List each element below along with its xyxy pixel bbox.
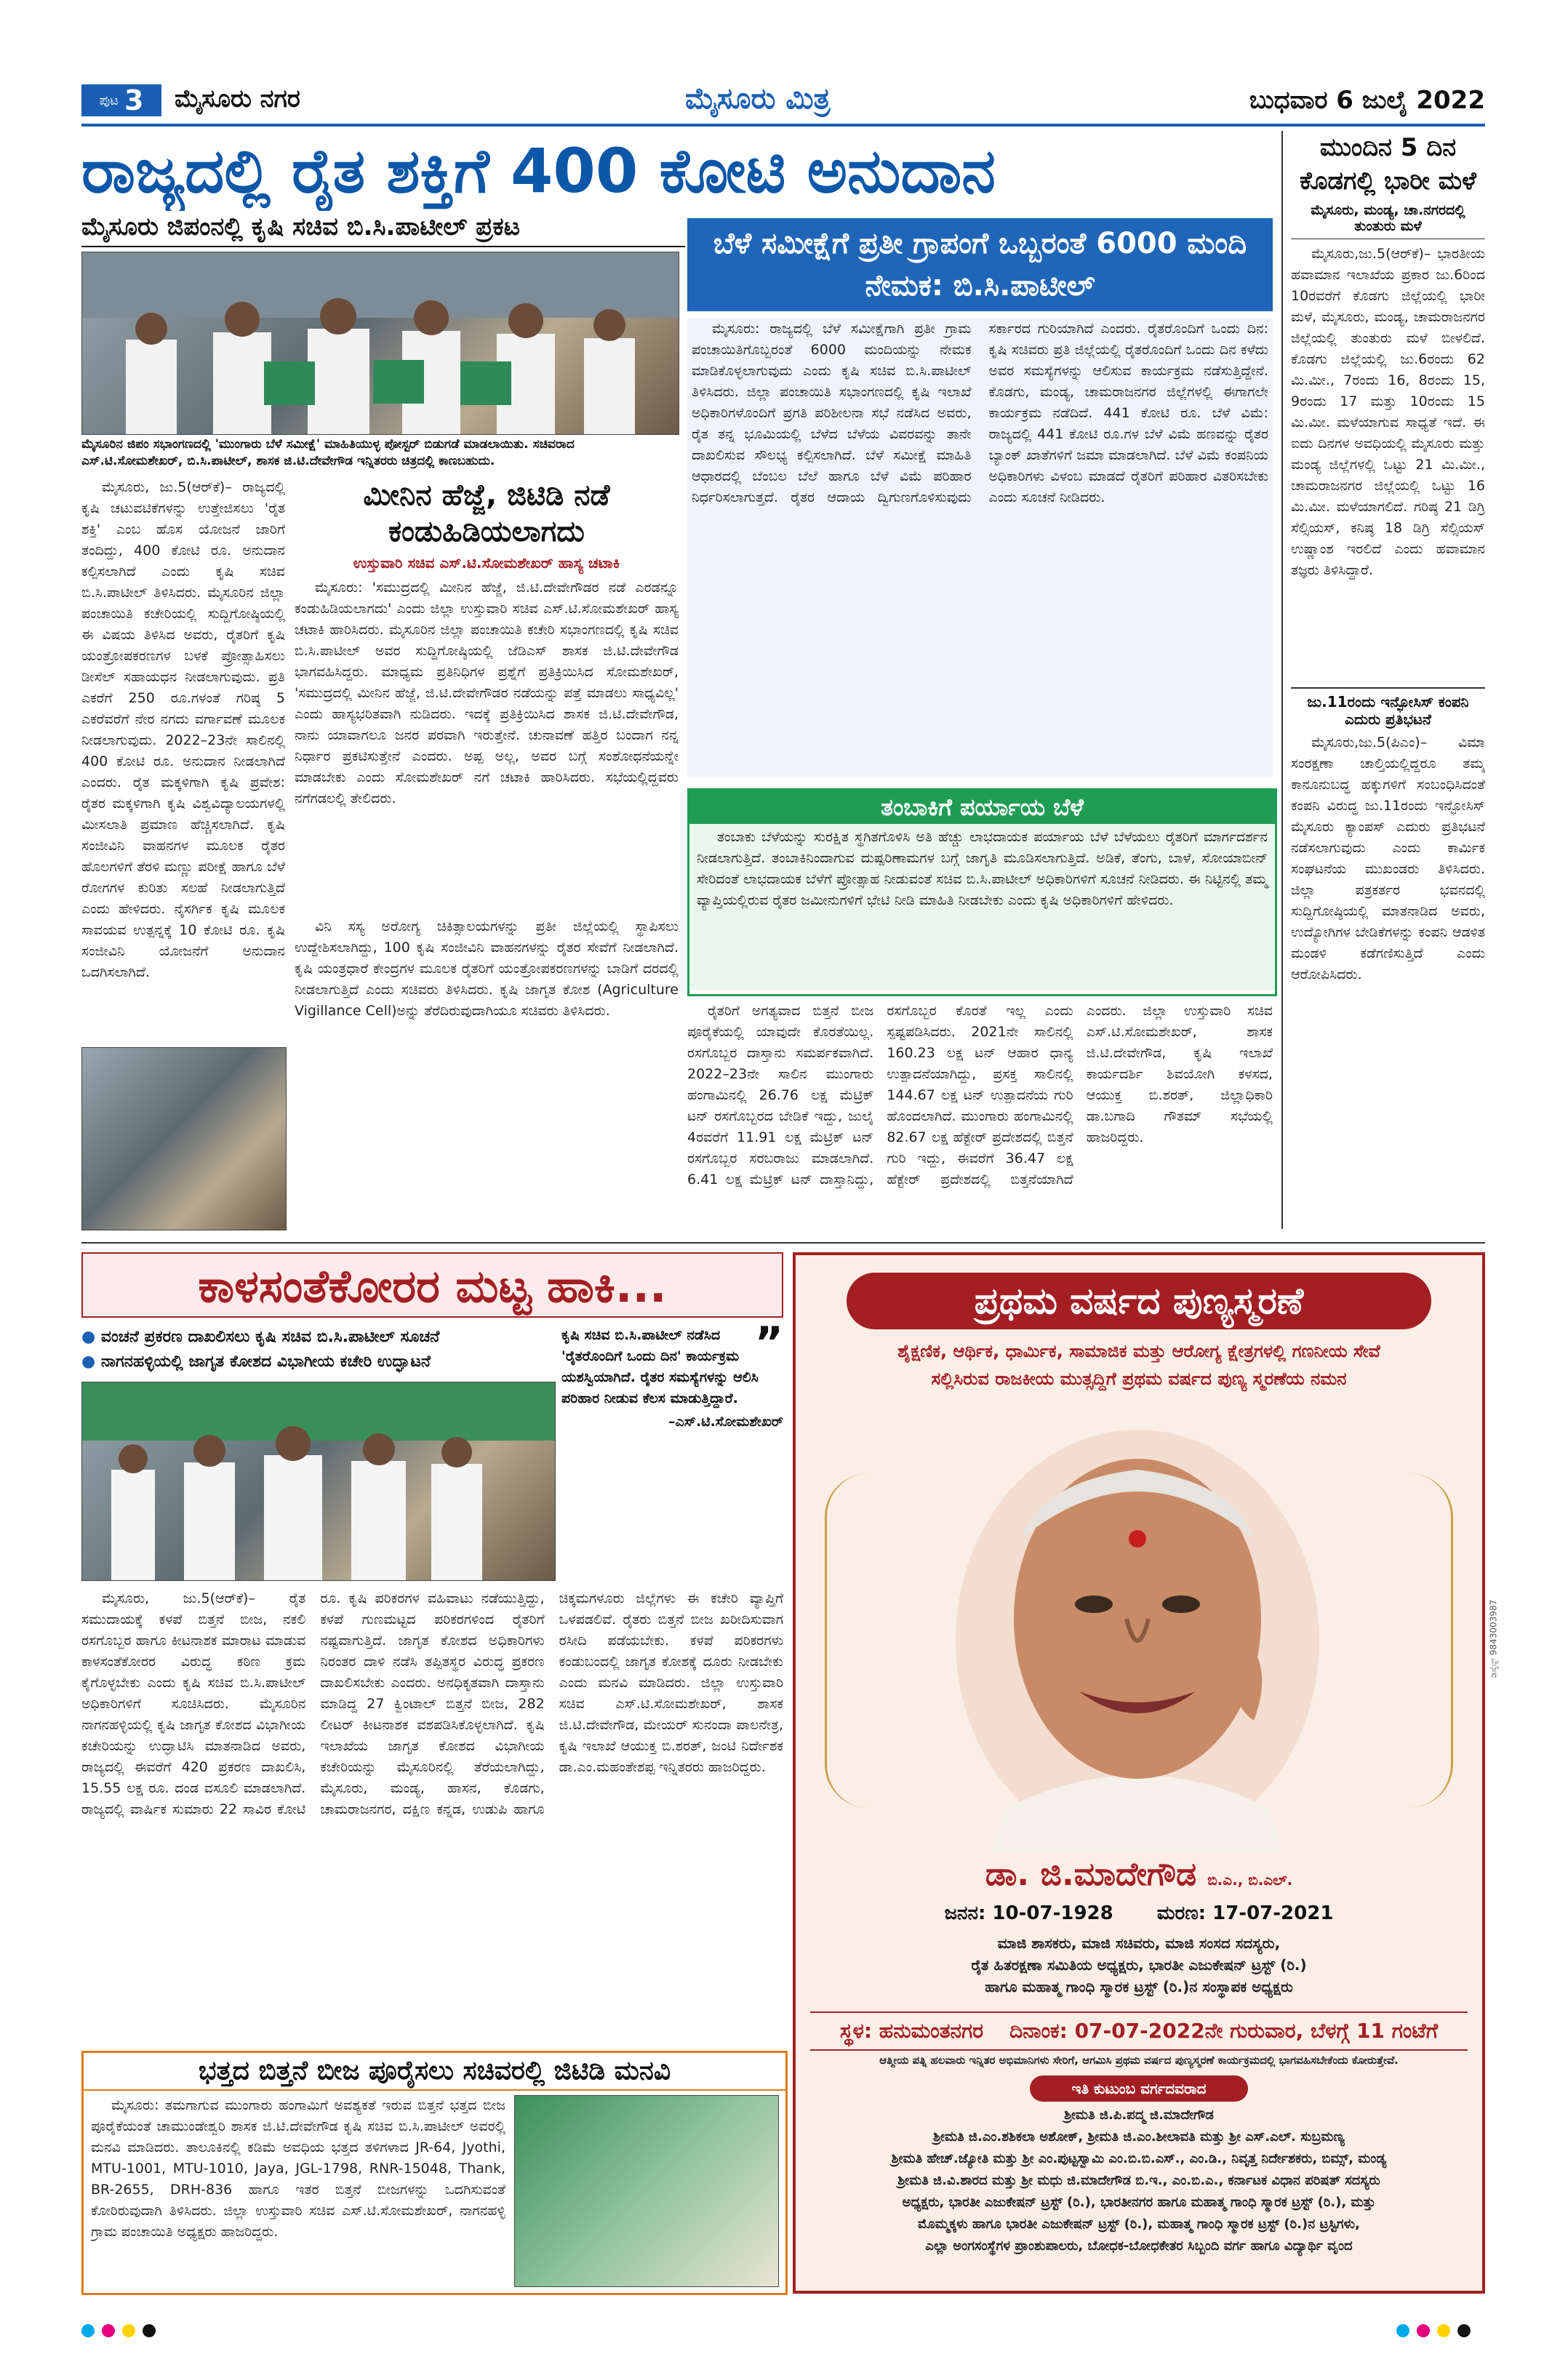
- seed-photo: [514, 2095, 779, 2287]
- registration-dot: [122, 2324, 135, 2337]
- obit-tagline-1: ಶೈಕ್ಷಣಿಕ, ಆರ್ಥಿಕ, ಧಾರ್ಮಿಕ, ಸಾಮಾಜಿಕ ಮತ್ತು ಆರೋಗ್ಯ ಕ್ಷೇತ್ರಗಳಲ್ಲಿ ಗಣನೀಯ ಸೇವೆ: [897, 1341, 1380, 1361]
- registration-dot: [1396, 2324, 1409, 2337]
- lead-body: [81, 477, 285, 1044]
- rain-body-2-text: ಮೈಸೂರು,ಜು.5(ಪಿಎಂ)– ವಿಮಾ ಸಂರಕ್ಷಣಾ ಚಾಲ್ತಿಯಲ್ಲಿದ್ದರೂ ತಮ್ಮ ಕಾನೂನುಬದ್ಧ ಹಕ್ಕುಗಳಿಗೆ ಸಂಬಂಧಿಸಿದಂತೆ ಕಂಪನಿ ವಿರುದ್ಧ ಜು.11ರಂದು ಇನ್ಫೋಸಿಸ್ ಮೈಸೂರು ಕ್ಯಾಂಪಸ್ ಎದುರು ಪ್ರತಿಭಟನೆ ನಡೆಸಲಾಗುವುದು ಎಂದು ಕಾರ್ಮಿಕ ಸಂಘಟನೆಯ ಮುಖಂಡರು ತಿಳಿಸಿದರು. ಜಿಲ್ಲಾ ಪತ್ರಕರ್ತರ ಭವನದಲ್ಲಿ ಸುದ್ದಿಗೋಷ್ಠಿಯಲ್ಲಿ ಮಾತನಾಡಿದ ಅವರು, ಉದ್ಯೋಗಿಗಳ ಬೇಡಿಕೆಗಳನ್ನು ಕಂಪನಿ ಆಡಳಿತ ಮಂಡಳಿ ಕಡೆಗಣಿಸುತ್ತಿದೆ ಎಂದು ಆರೋಪಿಸಿದರು.: [1291, 734, 1485, 982]
- kala-bullets: [81, 1325, 547, 1374]
- kala-quote-by: –ಎಸ್.ಟಿ.ಸೋಮಶೇಖರ್: [668, 1414, 783, 1430]
- obit-died: [1157, 1902, 1334, 1925]
- obit-name: ಡಾ. ಜಿ.ಮಾದೇಗೌಡ: [985, 1856, 1197, 1893]
- seed-body-text: ಮೈಸೂರು: ತಮಗಾಗುವ ಮುಂಗಾರು ಹಂಗಾಮಿಗೆ ಅವಶ್ಯಕತೆ ಇರುವ ಬಿತ್ತನೆ ಭತ್ತದ ಬೀಜ ಪೂರೈಕೆಯಂತೆ ಚಾಮುಂಡೇಶ್ವರಿ ಶಾಸಕ ಜಿ.ಟಿ.ದೇವೇಗೌಡ ಕೃಷಿ ಸಚಿವ ಬಿ.ಸಿ.ಪಾಟೀಲ್ ಅವರಲ್ಲಿ ಮನವಿ ಮಾಡಿದರು. ತಾಲೂಕಿನಲ್ಲಿ ಕಡಿಮೆ ಅವಧಿಯ ಭತ್ತದ ತಳಿಗಳಾದ JR-64, Jyothi, MTU-1001, MTU-1010, Jaya, JGL-1798, RNR-15048, Thank, BR-2655, DRH-836 ಹಾಗೂ ಇತರ ಬಿತ್ತನೆ ಬೀಜಗಳನ್ನು ಒದಗಿಸುವಂತೆ ಕೋರಿರುವುದಾಗಿ ತಿಳಿಸಿದರು. ಜಿಲ್ಲಾ ಉಸ್ತುವಾರಿ ಸಚಿವ ಎಸ್.ಟಿ.ಸೋಮಶೇಖರ್, ನಾಗನಹಳ್ಳಿ ಗ್ರಾಮ ಪಂಚಾಯಿತಿ ಅಧ್ಯಕ್ಷರು ಹಾಜರಿದ್ದರು.: [91, 2097, 505, 2240]
- kala-quote: [561, 1318, 783, 1580]
- mid-body-2: [687, 1001, 1273, 1233]
- obit-dates: [810, 1902, 1468, 1925]
- rain-headline: ಮುಂದಿನ 5 ದಿನ ಕೊಡಗಲ್ಲಿ ಭಾರೀ ಮಳೆ: [1300, 133, 1476, 196]
- kala-bullet-2-text: ನಾಗನಹಳ್ಳಿಯಲ್ಲಿ ಜಾಗೃತ ಕೋಶದ ವಿಭಾಗೀಯ ಕಚೇರಿ ಉದ್ಘಾಟನೆ: [100, 1353, 431, 1371]
- fold-rule: [81, 1242, 1485, 1244]
- obit-venue-label: ಸ್ಥಳ:: [839, 2019, 873, 2043]
- obit-date-text: 07-07-2022ನೇ ಗುರುವಾರ, ಬೆಳಗ್ಗೆ 11 ಗಂಟೆಗೆ: [1074, 2019, 1439, 2043]
- registration-dot: [1417, 2324, 1430, 2337]
- survey-body: [687, 319, 1273, 777]
- tobacco-body: [689, 824, 1275, 990]
- meeting-photo: [81, 1047, 287, 1230]
- page-label: ಪುಟ: [99, 92, 119, 108]
- tobacco-body-text: ತಂಬಾಕು ಬೆಳೆಯನ್ನು ಸುರಕ್ಷಿತ ಸ್ಥಗಿತಗೊಳಿಸಿ ಅತಿ ಹೆಚ್ಚು ಲಾಭದಾಯಕ ಪರ್ಯಾಯ ಬೆಳೆ ಬೆಳೆಯಲು ರೈತರಿಗೆ ಮಾರ್ಗದರ್ಶನ ನೀಡಲಾಗುತ್ತಿದೆ. ತಂಬಾಕಿನಿಂದಾಗುವ ದುಷ್ಪರಿಣಾಮಗಳ ಬಗ್ಗೆ ಜಾಗೃತಿ ಮೂಡಿಸಲಾಗುತ್ತಿದೆ. ಅಡಿಕೆ, ತೆಂಗು, ಬಾಳೆ, ಸೋಯಾಬೀನ್ ಸೇರಿದಂತೆ ಲಾಭದಾಯಕ ಬೆಳೆಗೆ ಪ್ರೋತ್ಸಾಹ ನೀಡುವಂತೆ ಸಚಿವ ಬಿ.ಸಿ.ಪಾಟೀಲ್ ಅಧಿಕಾರಿಗಳಿಗೆ ಸೂಚನೆ ನೀಡಿದರು. ಈ ನಿಟ್ಟಿನಲ್ಲಿ ತಮ್ಮ ವ್ಯಾಪ್ತಿಯಲ್ಲಿರುವ ರೈತರ ಜಮೀನುಗಳಿಗೆ ಭೇಟಿ ನೀಡಿ ಮಾಹಿತಿ ನೀಡಬೇಕು ಎಂದು ಕೃಷಿ ಅಧಿಕಾರಿಗಳಿಗೆ ಹೇಳಿದರು.: [697, 829, 1268, 908]
- portrait: [941, 1401, 1334, 1851]
- quote-mark-icon: ”: [754, 1318, 783, 1369]
- paper-name: ಮೈಸೂರು ಮಿತ್ರ: [685, 81, 831, 116]
- lead-headline: ರಾಜ್ಯದಲ್ಲಿ ರೈತ ಶಕ್ತಿಗೆ 400 ಕೋಟಿ ಅನುದಾನ: [81, 135, 996, 207]
- rain-body: [1291, 244, 1485, 680]
- obit-title-banner: [847, 1273, 1431, 1329]
- page-header: [81, 81, 1485, 119]
- mid-body-1-text: ವಿನಿ ಸಸ್ಯ ಅರೋಗ್ಯ ಚಿಕಿತ್ಸಾಲಯಗಳನ್ನು ಪ್ರತೀ ಜಿಲ್ಲೆಯಲ್ಲಿ ಸ್ಥಾಪಿಸಲು ಉದ್ದೇಶಿಸಲಾಗಿದ್ದು, 100 ಕೃಷಿ ಸಂಜೀವಿನಿ ವಾಹನಗಳನ್ನು ರೈತರ ಸೇವೆಗೆ ನೀಡಲಾಗಿದೆ. ಕೃಷಿ ಯಂತ್ರಧಾರೆ ಕೇಂದ್ರಗಳ ಮೂಲಕ ರೈತರಿಗೆ ಯಂತ್ರೋಪಕರಣಗಳನ್ನು ಬಾಡಿಗೆ ದರದಲ್ಲಿ ನೀಡಲಾಗುತ್ತಿದೆ ಎಂದು ಸಚಿವರು ತಿಳಿಸಿದರು. ಕೃಷಿ ಜಾಗೃತ ಕೋಶ (Agriculture Vigillance Cell)ಅನ್ನು ತೆರೆದಿರುವುದಾಗಿಯೂ ಸಚಿವರು ತಿಳಿಸಿದರು.: [295, 918, 679, 1019]
- group-people-illustration: [82, 252, 679, 434]
- obituary-ad: [793, 1252, 1499, 2294]
- obit-name-line: [810, 1856, 1468, 1893]
- obit-family-label-box: [1030, 2075, 1248, 2102]
- kala-bullet-2: [81, 1350, 547, 1374]
- bullet-dot-icon: ●: [81, 1353, 96, 1371]
- registration-dot: [102, 2324, 115, 2337]
- portrait-illustration: [941, 1401, 1334, 1851]
- registration-marks-right: [1396, 2324, 1478, 2340]
- obit-died-label: ಮರಣ:: [1156, 1902, 1207, 1924]
- issue-date: ಬುಧವಾರ 6 ಜುಲೈ 2022: [1249, 86, 1485, 115]
- fish-headline: ಮೀನಿನ ಹೆಜ್ಜೆ, ಜಿಟಿಡಿ ನಡೆ ಕಂಡುಹಿಡಿಯಲಾಗದು: [363, 479, 610, 548]
- kala-bullet-1: [81, 1325, 547, 1350]
- lead-photo: [81, 252, 679, 435]
- kala-headline: ಕಾಳಸಂತೆಕೋರರ ಮಟ್ಟ ಹಾಕಿ...: [81, 1252, 783, 1318]
- obit-roles-3: ಹಾಗೂ ಮಹಾತ್ಮ ಗಾಂಧಿ ಸ್ಮಾರಕ ಟ್ರಸ್ಟ್ (ರಿ.)ನ ಸಂಸ್ಥಾಪಕ ಅಧ್ಯಕ್ಷರು: [985, 1978, 1293, 1995]
- ornament-right-icon: [1364, 1473, 1453, 1808]
- rain-subhead-2: ಜು.11ರಂದು ಇನ್ಫೋಸಿಸ್ ಕಂಪನಿ ಎದುರು ಪ್ರತಿಭಟನೆ: [1291, 687, 1485, 728]
- obit-family-6: ಮೊಮ್ಮಕ್ಕಳು ಹಾಗೂ ಭಾರತೀ ಎಜುಕೇಷನ್ ಟ್ರಸ್ಟ್ (ರಿ.), ಮಹಾತ್ಮ ಗಾಂಧಿ ಸ್ಮಾರಕ ಟ್ರಸ್ಟ್ (ರಿ.)ನ ಟ್ರಸ್ಟಿಗಳು,: [918, 2217, 1360, 2232]
- obit-venue-text: ಹನುಮಂತನಗರ: [879, 2019, 984, 2043]
- kala-quote-text: ಕೃಷಿ ಸಚಿವ ಬಿ.ಸಿ.ಪಾಟೀಲ್ ನಡೆಸಿದ 'ರೈತರೊಂದಿಗೆ ಒಂದು ದಿನ' ಕಾರ್ಯಕ್ರಮ ಯಶಸ್ವಿಯಾಗಿದೆ. ರೈತರ ಸಮಸ್ಯೆಗಳನ್ನು ಆಲಿಸಿ ಪರಿಹಾರ ನೀಡುವ ಕೆಲಸ ಮಾಡುತ್ತಿದ್ದಾರೆ.: [561, 1327, 759, 1406]
- registration-dot: [1457, 2324, 1471, 2337]
- obit-family-5: ಅಧ್ಯಕ್ಷರು, ಭಾರತೀ ಎಜುಕೇಷನ್ ಟ್ರಸ್ಟ್ (ರಿ.), ಭಾರತೀನಗರ ಹಾಗೂ ಮಹಾತ್ಮ ಗಾಂಧಿ ಸ್ಮಾರಕ ಟ್ರಸ್ಟ್ (ರಿ.), ಮತ್ತು: [902, 2195, 1376, 2210]
- obit-venue: [840, 2019, 983, 2043]
- lead-body-text: ಮೈಸೂರು, ಜು.5(ಆರ್‌ಕೆ)– ರಾಜ್ಯದಲ್ಲಿ ಕೃಷಿ ಚಟುವಟಿಕೆಗಳನ್ನು ಉತ್ತೇಜಿಸಲು 'ರೈತ ಶಕ್ತಿ' ಎಂಬ ಹೊಸ ಯೋಜನೆ ಜಾರಿಗೆ ತಂದಿದ್ದು, 400 ಕೋಟಿ ರೂ. ಅನುದಾನ ಕಲ್ಪಿಸಲಾಗಿದೆ ಎಂದು ಕೃಷಿ ಸಚಿವ ಬಿ.ಸಿ.ಪಾಟೀಲ್ ತಿಳಿಸಿದರು. ಮೈಸೂರಿನ ಜಿಲ್ಲಾ ಪಂಚಾಯಿತಿ ಕಚೇರಿಯಲ್ಲಿ ಸುದ್ದಿಗೋಷ್ಠಿಯಲ್ಲಿ ಈ ವಿಷಯ ತಿಳಿಸಿದ ಅವರು, ರೈತರಿಗೆ ಕೃಷಿ ಯಂತ್ರೋಪಕರಣಗಳ ಬಳಕೆ ಪ್ರೋತ್ಸಾಹಿಸಲು ಡೀಸೆಲ್ ಸಹಾಯಧನ ನೀಡಲಾಗುವುದು. ಪ್ರತಿ ಎಕರೆಗೆ 250 ರೂ.ಗಳಂತೆ ಗರಿಷ್ಠ 5 ಎಕರೆವರೆಗೆ ನೇರ ನಗದು ವರ್ಗಾವಣೆ ಮೂಲಕ ನೀಡಲಾಗುವುದು. 2022–23ನೇ ಸಾಲಿನಲ್ಲಿ 400 ಕೋಟಿ ರೂ. ಅನುದಾನ ನೀಡಲಾಗಿದೆ ಎಂದರು. ರೈತ ಮಕ್ಕಳಿಗಾಗಿ ಕೃಷಿ ಪ್ರವೇಶ: ರೈತರ ಮಕ್ಕಳಿಗಾಗಿ ಕೃಷಿ ವಿಶ್ವವಿದ್ಯಾಲಯಗಳಲ್ಲಿ ಮೀಸಲಾತಿ ಪ್ರಮಾಣ ಹೆಚ್ಚಿಸಲಾಗಿದೆ. ಕೃಷಿ ಸಂಜೀವಿನಿ ವಾಹನಗಳ ಮೂಲಕ ರೈತರ ಹೊಲಗಳಿಗೆ ತೆರಳಿ ಮಣ್ಣು ಪರೀಕ್ಷೆ ಹಾಗೂ ಬೆಳೆ ರೋಗಗಳ ಕುರಿತು ಸಲಹೆ ನೀಡಲಾಗುತ್ತಿದೆ ಎಂದು ಹೇಳಿದರು. ನೈಸರ್ಗಿಕ ಕೃಷಿ ಮೂಲಕ ಸಾವಯವ ಉತ್ಪನ್ನಕ್ಕೆ 10 ಕೋಟಿ ರೂ. ಕೃಷಿ ಸಂಜೀವಿನಿ ಯೋಜನೆಗೆ ಅನುದಾನ ಒದಗಿಸಲಾಗಿದೆ.: [81, 479, 285, 980]
- obit-date: [1009, 2019, 1438, 2043]
- mid-body-2-text: ರೈತರಿಗೆ ಅಗತ್ಯವಾದ ಬಿತ್ತನೆ ಬೀಜ ಪೂರೈಕೆಯಲ್ಲಿ ಯಾವುದೇ ಕೊರತೆಯಿಲ್ಲ. ರಸಗೊಬ್ಬರ ದಾಸ್ತಾನು ಸಮರ್ಪಕವಾಗಿದೆ. 2022–23ನೇ ಸಾಲಿನ ಮುಂಗಾರು ಹಂಗಾಮಿನಲ್ಲಿ 26.76 ಲಕ್ಷ ಮೆಟ್ರಿಕ್ ಟನ್ ರಸಗೊಬ್ಬರದ ಬೇಡಿಕೆ ಇದ್ದು, ಜುಲೈ 4ರವರೆಗೆ 11.91 ಲಕ್ಷ ಮೆಟ್ರಿಕ್ ಟನ್ ರಸಗೊಬ್ಬರ ಸರಬರಾಜು ಮಾಡಲಾಗಿದೆ. 6.41 ಲಕ್ಷ ಮೆಟ್ರಿಕ್ ಟನ್ ದಾಸ್ತಾನಿದ್ದು, ರಸಗೊಬ್ಬರ ಕೊರತೆ ಇಲ್ಲ ಎಂದು ಸ್ಪಷ್ಟಪಡಿಸಿದರು. 2021ನೇ ಸಾಲಿನಲ್ಲಿ 160.23 ಲಕ್ಷ ಟನ್ ಆಹಾರ ಧಾನ್ಯ ಉತ್ಪಾದನೆಯಾಗಿದ್ದು, ಪ್ರಸಕ್ತ ಸಾಲಿನಲ್ಲಿ 144.67 ಲಕ್ಷ ಟನ್ ಉತ್ಪಾದನೆಯ ಗುರಿ ಹೊಂದಲಾಗಿದೆ. ಮುಂಗಾರು ಹಂಗಾಮಿನಲ್ಲಿ 82.67 ಲಕ್ಷ ಹೆಕ್ಟೇರ್ ಪ್ರದೇಶದಲ್ಲಿ ಬಿತ್ತನೆ ಗುರಿ ಇದ್ದು, ಈವರೆಗೆ 36.47 ಲಕ್ಷ ಹೆಕ್ಟೇರ್ ಪ್ರದೇಶದಲ್ಲಿ ಬಿತ್ತನೆಯಾಗಿದೆ ಎಂದರು. ಜಿಲ್ಲಾ ಉಸ್ತುವಾರಿ ಸಚಿವ ಎಸ್.ಟಿ.ಸೋಮಶೇಖರ್, ಶಾಸಕ ಜಿ.ಟಿ.ದೇವೇಗೌಡ, ಕೃಷಿ ಇಲಾಖೆ ಕಾರ್ಯದರ್ಶಿ ಶಿವಯೋಗಿ ಕಳಸದ, ಆಯುಕ್ತ ಬಿ.ಶರತ್, ಜಿಲ್ಲಾಧಿಕಾರಿ ಡಾ.ಬಗಾದಿ ಗೌತಮ್ ಸಭೆಯಲ್ಲಿ ಹಾಜರಿದ್ದರು.: [687, 1003, 1273, 1188]
- tobacco-box: [687, 788, 1277, 996]
- obit-family-7: ಎಲ್ಲಾ ಅಂಗಸಂಸ್ಥೆಗಳ ಪ್ರಾಂಶುಪಾಲರು, ಬೋಧಕ-ಬೋಧಕೇತರ ಸಿಬ್ಬಂದಿ ವರ್ಗ ಹಾಗೂ ವಿದ್ಯಾರ್ಥಿ ವೃಂದ: [925, 2238, 1353, 2254]
- header-rule: [81, 124, 1485, 127]
- fish-body: [295, 577, 679, 912]
- registration-marks-left: [81, 2324, 163, 2340]
- obit-family-label: ಇತಿ ಕುಟುಂಬ ವರ್ಗದವರಾದ: [1071, 2080, 1207, 2097]
- page-number: 3: [124, 84, 144, 116]
- survey-body-text: ಮೈಸೂರು: ರಾಜ್ಯದಲ್ಲಿ ಬೆಳೆ ಸಮೀಕ್ಷೆಗಾಗಿ ಪ್ರತೀ ಗ್ರಾಮ ಪಂಚಾಯಿತಿಗೊಬ್ಬರಂತೆ 6000 ಮಂದಿಯನ್ನು ನೇಮಕ ಮಾಡಿಕೊಳ್ಳಲಾಗುವುದು ಎಂದು ಕೃಷಿ ಸಚಿವ ಬಿ.ಸಿ.ಪಾಟೀಲ್ ತಿಳಿಸಿದರು. ಜಿಲ್ಲಾ ಪಂಚಾಯಿತಿ ಸಭಾಂಗಣದಲ್ಲಿ ಕೃಷಿ ಇಲಾಖೆ ಅಧಿಕಾರಿಗಳೊಂದಿಗೆ ಪ್ರಗತಿ ಪರಿಶೀಲನಾ ಸಭೆ ನಡೆಸಿದ ಅವರು, ರೈತ ತನ್ನ ಭೂಮಿಯಲ್ಲಿ ಬೆಳೆದ ಬೆಳೆಯ ವಿವರವನ್ನು ತಾನೇ ದಾಖಲಿಸುವ ಸೌಲಭ್ಯ ಕಲ್ಪಿಸಲಾಗಿದೆ. ಬೆಳೆ ಸಮೀಕ್ಷೆ ಮಾಹಿತಿ ಆಧಾರದಲ್ಲಿ ಬೆಂಬಲ ಬೆಲೆ ಹಾಗೂ ಬೆಳೆ ವಿಮೆ ಪರಿಹಾರ ನಿರ್ಧರಿಸಲಾಗುತ್ತದೆ. ರೈತರ ಆದಾಯ ದ್ವಿಗುಣಗೊಳಿಸುವುದು ಸರ್ಕಾರದ ಗುರಿಯಾಗಿದೆ ಎಂದರು. ರೈತರೊಂದಿಗೆ ಒಂದು ದಿನ: ಕೃಷಿ ಸಚಿವರು ಪ್ರತಿ ಜಿಲ್ಲೆಯಲ್ಲಿ ರೈತರೊಂದಿಗೆ ಒಂದು ದಿನ ಕಳೆದು ಅವರ ಸಮಸ್ಯೆಗಳನ್ನು ಆಲಿಸುವ ಕಾರ್ಯಕ್ರಮ ನಡೆಸುತ್ತಿದ್ದೇನೆ. ಕೊಡಗು, ಮಂಡ್ಯ, ಚಾಮರಾಜನಗರ ಜಿಲ್ಲೆಗಳಲ್ಲಿ ಈಗಾಗಲೇ ಕಾರ್ಯಕ್ರಮ ನಡೆದಿದೆ. 441 ಕೋಟಿ ರೂ. ಬೆಳೆ ವಿಮೆ: ರಾಜ್ಯದಲ್ಲಿ 441 ಕೋಟಿ ರೂ.ಗಳ ಬೆಳೆ ವಿಮೆ ಹಣವನ್ನು ರೈತರ ಬ್ಯಾಂಕ್ ಖಾತೆಗಳಿಗೆ ಜಮಾ ಮಾಡಲಾಗಿದೆ. ಬೆಳೆ ವಿಮೆ ಕಂಪನಿಯ ಅಧಿಕಾರಿಗಳು ವಿಳಂಬ ಮಾಡದೆ ರೈತರಿಗೆ ಪರಿಹಾರ ವಿತರಿಸಬೇಕು ಎಂದು ಸೂಚನೆ ನೀಡಿದರು.: [692, 321, 1268, 505]
- lead-subhead: ಮೈಸೂರು ಜಿಪಂನಲ್ಲಿ ಕೃಷಿ ಸಚಿವ ಬಿ.ಸಿ.ಪಾಟೀಲ್ ಪ್ರಕಟ: [81, 212, 685, 247]
- registration-dot: [143, 2324, 156, 2337]
- seed-headline: ಭತ್ತದ ಬಿತ್ತನೆ ಬೀಜ ಪೂರೈಸಲು ಸಚಿವರಲ್ಲಿ ಜಿಟಿಡಿ ಮನವಿ: [84, 2053, 785, 2091]
- rain-subhead: ಮೈಸೂರು, ಮಂಡ್ಯ, ಚಾ.ನಗರದಲ್ಲಿ ತುಂತುರು ಮಳೆ: [1291, 202, 1485, 239]
- seed-body: [91, 2095, 505, 2286]
- obit-family-4: ಶ್ರೀಮತಿ ಜಿ.ವಿ.ಶಾರದ ಮತ್ತು ಶ್ರೀ ಮಧು ಜಿ.ಮಾದೇಗೌಡ ಬಿ.ಇ., ಎಂ.ಬಿ.ಎ., ಕರ್ನಾಟಕ ವಿಧಾನ ಪರಿಷತ್ ಸದಸ್ಯರು: [897, 2173, 1380, 2188]
- kala-photo: [81, 1382, 556, 1581]
- fish-subhead: ಉಸ್ತುವಾರಿ ಸಚಿವ ಎಸ್.ಟಿ.ಸೋಮಶೇಖರ್ ಹಾಸ್ಯ ಚಟಾಕಿ: [353, 554, 620, 572]
- obit-born-date: 10-07-1928: [992, 1902, 1113, 1924]
- inauguration-illustration: [82, 1382, 555, 1580]
- obit-family-3: ಶ್ರೀಮತಿ ಹೇಚ್.ಜ್ಯೋತಿ ಮತ್ತು ಶ್ರೀ ಎಂ.ಪುಟ್ಟಸ್ವಾಮಿ ಎಂ.ಬಿ.ಬಿ.ಎಸ್., ಎಂ.ಡಿ., ನಿವೃತ್ತ ನಿರ್ದೇಶಕರು, ಬಿಮ್ಸ್, ಮಂಡ್ಯ: [891, 2151, 1387, 2166]
- obit-venue-line: [810, 2011, 1468, 2051]
- bullet-dot-icon: ●: [81, 1328, 96, 1346]
- seed-box: [81, 2051, 788, 2295]
- obit-degree: ಬಿ.ಎ., ಬಿ.ಎಲ್.: [1207, 1871, 1293, 1889]
- obit-born: [945, 1902, 1113, 1925]
- fish-body-text: ಮೈಸೂರು: 'ಸಮುದ್ರದಲ್ಲಿ ಮೀನಿನ ಹೆಜ್ಜೆ, ಜಿ.ಟಿ.ದೇವೇಗೌಡರ ನಡೆ ಎರಡನ್ನೂ ಕಂಡುಹಿಡಿಯಲಾಗದು' ಎಂದು ಜಿಲ್ಲಾ ಉಸ್ತುವಾರಿ ಸಚಿವ ಎಸ್.ಟಿ.ಸೋಮಶೇಖರ್ ಹಾಸ್ಯ ಚಟಾಕಿ ಹಾರಿಸಿದರು. ಮೈಸೂರಿನ ಜಿಲ್ಲಾ ಪಂಚಾಯಿತಿ ಕಚೇರಿ ಸಭಾಂಗಣದಲ್ಲಿ ಕೃಷಿ ಸಚಿವ ಬಿ.ಸಿ.ಪಾಟೀಲ್ ಅವರ ಸುದ್ದಿಗೋಷ್ಠಿಯಲ್ಲಿ ಜೆಡಿಎಸ್ ಶಾಸಕ ಜಿ.ಟಿ.ದೇವೇಗೌಡ ಭಾಗವಹಿಸಿದ್ದರು. ಮಾಧ್ಯಮ ಪ್ರತಿನಿಧಿಗಳ ಪ್ರಶ್ನೆಗೆ ಪ್ರತಿಕ್ರಿಯಿಸಿದ ಸೋಮಶೇಖರ್, 'ಸಮುದ್ರದಲ್ಲಿ ಮೀನಿನ ಹೆಜ್ಜೆ, ಜಿ.ಟಿ.ದೇವೇಗೌಡರ ನಡೆಯನ್ನು ಪತ್ತೆ ಮಾಡಲು ಸಾಧ್ಯವಿಲ್ಲ' ಎಂದು ಹಾಸ್ಯಭರಿತವಾಗಿ ನುಡಿದರು. ಇದಕ್ಕೆ ಪ್ರತಿಕ್ರಿಯಿಸಿದ ಶಾಸಕ ಜಿ.ಟಿ.ದೇವೇಗೌಡ, ನಾನು ಯಾವಾಗಲೂ ಜನರ ಪರವಾಗಿ ಇರುತ್ತೇನೆ. ಚುನಾವಣೆ ಹತ್ತಿರ ಬಂದಾಗ ನನ್ನ ನಿರ್ಧಾರ ಪ್ರಕಟಿಸುತ್ತೇನೆ ಎಂದರು. ಅಪ್ಪ ಅಲ್ಲ, ಅವರ ಬಗ್ಗೆ ಸಂಶೋಧನೆಯನ್ನೇ ಮಾಡಬೇಕು ಎಂದು ಸೋಮಶೇಖರ್ ನಗೆ ಚಟಾಕಿ ಹಾರಿಸಿದರು. ಸಭೆಯಲ್ಲಿದ್ದವರು ನಗೆಗಡಲಲ್ಲಿ ತೇಲಿದರು.: [295, 580, 679, 806]
- survey-headline: ಬೆಳೆ ಸಮೀಕ್ಷೆಗೆ ಪ್ರತೀ ಗ್ರಾಪಂಗೆ ಒಬ್ಬರಂತೆ 6000 ಮಂದಿ ನೇಮಕ: ಬಿ.ಸಿ.ಪಾಟೀಲ್: [713, 227, 1247, 303]
- rain-body-2: [1291, 732, 1485, 1198]
- obit-family-1: ಶ್ರೀಮತಿ ಜಿ.ಪಿ.ಪದ್ಮ ಜಿ.ಮಾದೇಗೌಡ: [1064, 2107, 1214, 2123]
- obit-date-label: ದಿನಾಂಕ:: [1009, 2019, 1068, 2043]
- obit-family-2: ಶ್ರೀಮತಿ ಜಿ.ಎಂ.ಶಶಿಕಲಾ ಅಶೋಕ್, ಶ್ರೀಮತಿ ಜಿ.ಎಂ.ಶೀಲಾವತಿ ಮತ್ತು ಶ್ರೀ ಎಸ್.ಎಲ್. ಸುಬ್ರಮಣ್ಯ: [933, 2129, 1345, 2145]
- section-name: ಮೈಸೂರು ನಗರ: [175, 84, 300, 113]
- obit-title: ಪ್ರಥಮ ವರ್ಷದ ಪುಣ್ಯಸ್ಮರಣೆ: [974, 1279, 1304, 1322]
- obit-invite: ಆತ್ಮೀಯ ಪತ್ನಿ ಹಲವಾರು ಇನ್ನಿತರ ಅಭಿಮಾನಿಗಳು ಸೇರಿಗೆ, ಆಗಮಿಸಿ ಪ್ರಥಮ ವರ್ಷದ ಪುಣ್ಯಸ್ಮರಣೆ ಕಾರ್ಯಕ್ರಮದಲ್ಲಿ ಭಾಗವಹಿಸಬೇಕೆಂದು ಕೋರುತ್ತೇವೆ.: [879, 2054, 1399, 2067]
- ornament-left-icon: [825, 1473, 914, 1808]
- obit-tagline-2: ಸಲ್ಲಿಸಿರುವ ರಾಜಕೀಯ ಮುತ್ಸದ್ದಿಗೆ ಪ್ರಥಮ ವರ್ಷದ ಪುಣ್ಯ ಸ್ಮರಣೆಯ ನಮನ: [931, 1369, 1347, 1389]
- fish-story: [295, 477, 679, 906]
- obit-side-code: ಡಿಸೈನ್ಸ್ 9843003987: [1488, 1599, 1499, 1678]
- obit-born-label: ಜನನ:: [944, 1902, 986, 1924]
- registration-dot: [1437, 2324, 1450, 2337]
- obit-roles-2: ರೈತ ಹಿತರಕ್ಷಣಾ ಸಮಿತಿಯ ಅಧ್ಯಕ್ಷರು, ಭಾರತೀ ಎಜುಕೇಷನ್ ಟ್ರಸ್ಟ್ (ರಿ.): [971, 1956, 1307, 1974]
- rain-body-text: ಮೈಸೂರು,ಜು.5(ಆರ್‌ಕೆ)– ಭಾರತೀಯ ಹವಾಮಾನ ಇಲಾಖೆಯ ಪ್ರಕಾರ ಜು.6ರಿಂದ 10ರವರೆಗೆ ಕೊಡಗು ಜಿಲ್ಲೆಯಲ್ಲಿ ಭಾರೀ ಮಳೆ, ಮೈಸೂರು, ಮಂಡ್ಯ, ಚಾಮರಾಜನಗರ ಜಿಲ್ಲೆಯಲ್ಲಿ ತುಂತುರು ಮಳೆ ಬೀಳಲಿದೆ. ಕೊಡಗು ಜಿಲ್ಲೆಯಲ್ಲಿ ಜು.6ರಂದು 62 ಮಿ.ಮೀ., 7ರಂದು 16, 8ರಂದು 15, 9ರಂದು 17 ಮತ್ತು 10ರಂದು 15 ಮಿ.ಮೀ. ಮಳೆಯಾಗುವ ಸಾಧ್ಯತೆ ಇದೆ. ಈ ಐದು ದಿನಗಳ ಅವಧಿಯಲ್ಲಿ ಮೈಸೂರು ಮತ್ತು ಮಂಡ್ಯ ಜಿಲ್ಲೆಗಳಲ್ಲಿ ಒಟ್ಟು 21 ಮಿ.ಮೀ., ಚಾಮರಾಜನಗರ ಜಿಲ್ಲೆಯಲ್ಲಿ ಒಟ್ಟು 16 ಮಿ.ಮೀ. ಮಳೆಯಾಗಲಿದೆ. ಗರಿಷ್ಠ 21 ಡಿಗ್ರಿ ಸೆಲ್ಸಿಯಸ್, ಕನಿಷ್ಠ 18 ಡಿಗ್ರಿ ಸೆಲ್ಸಿಯಸ್ ಉಷ್ಣಾಂಶ ಇರಲಿದೆ ಎಂದು ಹವಾಮಾನ ತಜ್ಞರು ತಿಳಿಸಿದ್ದಾರೆ.: [1291, 246, 1485, 578]
- mid-body-1: [295, 916, 679, 1229]
- sidebar-rule: [1281, 131, 1283, 1229]
- kala-bullet-1-text: ವಂಚನೆ ಪ್ರಕರಣ ದಾಖಲಿಸಲು ಕೃಷಿ ಸಚಿವ ಬಿ.ಸಿ.ಪಾಟೀಲ್ ಸೂಚನೆ: [100, 1328, 440, 1346]
- lead-photo-caption: ಮೈಸೂರಿನ ಜಿಪಂ ಸಭಾಂಗಣದಲ್ಲಿ 'ಮುಂಗಾರು ಬೆಳೆ ಸಮೀಕ್ಷೆ' ಮಾಹಿತಿಯುಳ್ಳ ಪೋಸ್ಟರ್ ಬಿಡುಗಡೆ ಮಾಡಲಾಯಿತು. ಸಚಿವರಾದ ಎಸ್.ಟಿ.ಸೋಮಶೇಖರ್, ಬಿ.ಸಿ.ಪಾಟೀಲ್, ಶಾಸಕ ಜಿ.ಟಿ.ದೇವೇಗೌಡ ಇನ್ನಿತರರು ಚಿತ್ರದಲ್ಲಿ ಕಾಣಬಹುದು.: [81, 437, 575, 468]
- survey-headline-box: [687, 218, 1273, 311]
- rain-story: [1291, 131, 1485, 1229]
- obit-died-date: 17-07-2021: [1212, 1902, 1334, 1924]
- obit-roles-1: ಮಾಜಿ ಶಾಸಕರು, ಮಾಜಿ ಸಚಿವರು, ಮಾಜಿ ಸಂಸದ ಸದಸ್ಯರು,: [997, 1934, 1281, 1952]
- registration-dot: [81, 2324, 95, 2337]
- tobacco-headline: ತಂಬಾಕಿಗೆ ಪರ್ಯಾಯ ಬೆಳೆ: [689, 790, 1275, 824]
- kala-body-text: ಮೈಸೂರು, ಜು.5(ಆರ್‌ಕೆ)– ರೈತ ಸಮುದಾಯಕ್ಕೆ ಕಳಪೆ ಬಿತ್ತನೆ ಬೀಜ, ನಕಲಿ ರಸಗೊಬ್ಬರ ಹಾಗೂ ಕೀಟನಾಶಕ ಮಾರಾಟ ಮಾಡುವ ಕಾಳಸಂತೆಕೋರರ ವಿರುದ್ಧ ಕಠಿಣ ಕ್ರಮ ಕೈಗೊಳ್ಳಬೇಕು ಎಂದು ಕೃಷಿ ಸಚಿವ ಬಿ.ಸಿ.ಪಾಟೀಲ್ ಅಧಿಕಾರಿಗಳಿಗೆ ಸೂಚಿಸಿದರು. ಮೈಸೂರಿನ ನಾಗನಹಳ್ಳಿಯಲ್ಲಿ ಕೃಷಿ ಜಾಗೃತ ಕೋಶದ ವಿಭಾಗೀಯ ಕಚೇರಿಯನ್ನು ಉದ್ಘಾಟಿಸಿ ಮಾತನಾಡಿದ ಅವರು, ರಾಜ್ಯದಲ್ಲಿ ಈವರೆಗೆ 420 ಪ್ರಕರಣ ದಾಖಲಿಸಿ, 15.55 ಲಕ್ಷ ರೂ. ದಂಡ ವಸೂಲಿ ಮಾಡಲಾಗಿದೆ. ರಾಜ್ಯದಲ್ಲಿ ವಾರ್ಷಿಕ ಸುಮಾರು 22 ಸಾವಿರ ಕೋಟಿ ರೂ. ಕೃಷಿ ಪರಿಕರಗಳ ವಹಿವಾಟು ನಡೆಯುತ್ತಿದ್ದು, ಕಳಪೆ ಗುಣಮಟ್ಟದ ಪರಿಕರಗಳಿಂದ ರೈತರಿಗೆ ನಷ್ಟವಾಗುತ್ತಿದೆ. ಜಾಗೃತ ಕೋಶದ ಅಧಿಕಾರಿಗಳು ನಿರಂತರ ದಾಳಿ ನಡೆಸಿ ತಪ್ಪಿತಸ್ಥರ ವಿರುದ್ಧ ಪ್ರಕರಣ ದಾಖಲಿಸಬೇಕು ಎಂದರು. ಅನಧಿಕೃತವಾಗಿ ದಾಸ್ತಾನು ಮಾಡಿದ್ದ 27 ಕ್ವಿಂಟಾಲ್ ಬಿತ್ತನೆ ಬೀಜ, 282 ಲೀಟರ್ ಕೀಟನಾಶಕ ವಶಪಡಿಸಿಕೊಳ್ಳಲಾಗಿದೆ. ಕೃಷಿ ಇಲಾಖೆಯ ಜಾಗೃತ ಕೋಶದ ವಿಭಾಗೀಯ ಕಚೇರಿಯನ್ನು ಮೈಸೂರಿನಲ್ಲಿ ತೆರೆಯಲಾಗಿದ್ದು, ಮೈಸೂರು, ಮಂಡ್ಯ, ಹಾಸನ, ಕೊಡಗು, ಚಾಮರಾಜನಗರ, ದಕ್ಷಿಣ ಕನ್ನಡ, ಉಡುಪಿ ಹಾಗೂ ಚಿಕ್ಕಮಗಳೂರು ಜಿಲ್ಲೆಗಳು ಈ ಕಚೇರಿ ವ್ಯಾಪ್ತಿಗೆ ಒಳಪಡಲಿವೆ. ರೈತರು ಬಿತ್ತನೆ ಬೀಜ ಖರೀದಿಸುವಾಗ ರಸೀದಿ ಪಡೆಯಬೇಕು. ಕಳಪೆ ಪರಿಕರಗಳು ಕಂಡುಬಂದಲ್ಲಿ ಜಾಗೃತ ಕೋಶಕ್ಕೆ ದೂರು ನೀಡಬೇಕು ಎಂದು ಮನವಿ ಮಾಡಿದರು. ಜಿಲ್ಲಾ ಉಸ್ತುವಾರಿ ಸಚಿವ ಎಸ್.ಟಿ.ಸೋಮಶೇಖರ್, ಶಾಸಕ ಜಿ.ಟಿ.ದೇವೇಗೌಡ, ಮೇಯರ್ ಸುನಂದಾ ಪಾಲನೇತ್ರ, ಕೃಷಿ ಇಲಾಖೆ ಆಯುಕ್ತ ಬಿ.ಶರತ್, ಜಂಟಿ ನಿರ್ದೇಶಕ ಡಾ.ಎಂ.ಮಹಂತೇಶಪ್ಪ ಇನ್ನಿತರರು ಹಾಜರಿದ್ದರು.: [81, 1590, 783, 1817]
- page-number-box: [81, 84, 161, 116]
